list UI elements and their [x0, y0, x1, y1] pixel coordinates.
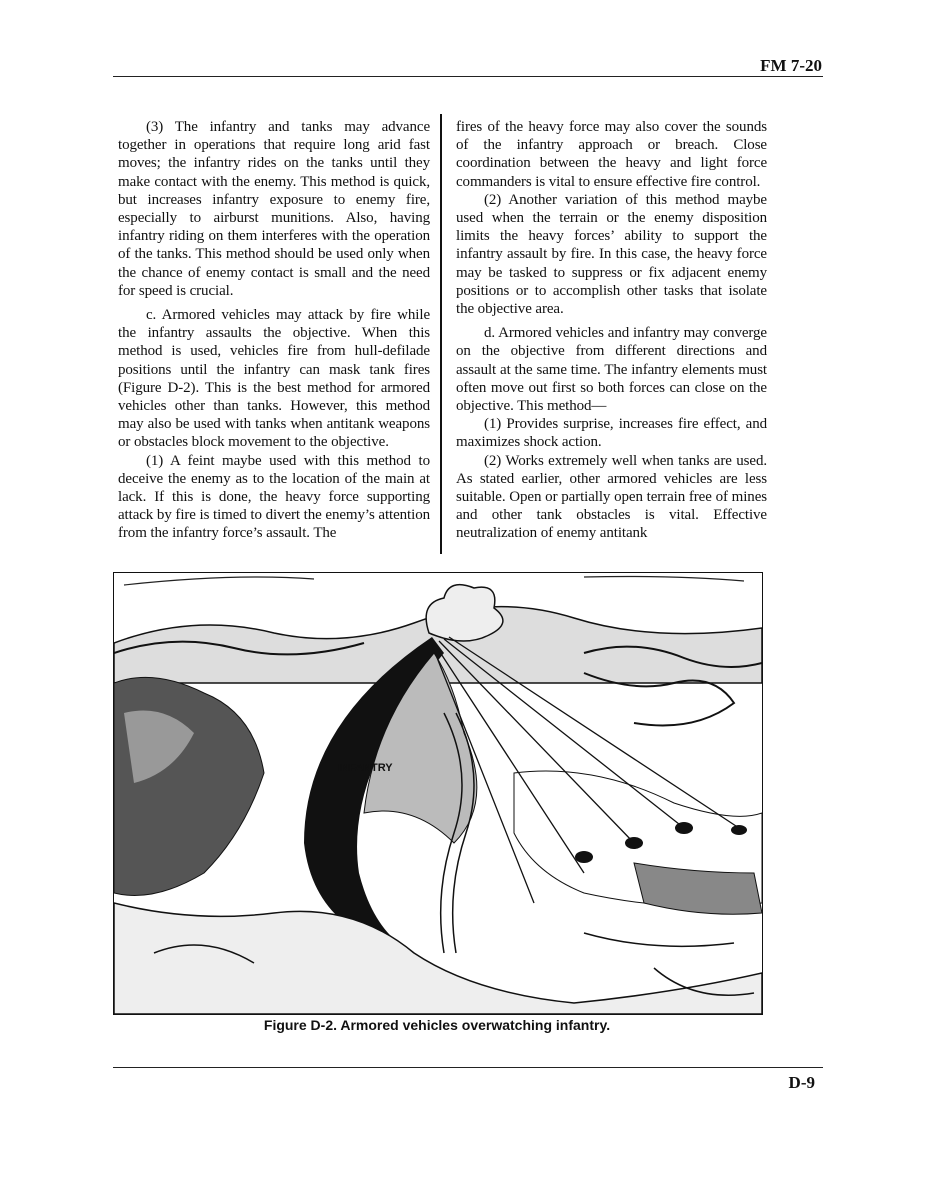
paragraph-2-variation: (2) Another variation of this method maybe used when the terrain or the enemy disposition limits the heavy forces’ ability to support the infantry assault by fire. In this case, the heavy force may be tasked to suppress or fix adjacent enemy positions or to accomplish other tasks that isolate the objective area.: [456, 191, 767, 318]
paragraph-c-attack-by-fire: c. Armored vehicles may attack by fire while the infantry assaults the objective. When this method is used, vehicles fire from hull-defilade positions until the infantry can mask tank fires (Figure D-2). This is the best method for armored vehicles other than tanks. However, this method may also be used with tanks when antitank weapons or obstacles block movement to the objective.: [118, 307, 430, 451]
figure-d2-illustration: [113, 572, 763, 1015]
terrain-illustration: [114, 573, 762, 1014]
right-column: [456, 118, 767, 543]
sky-strokes: [124, 577, 744, 586]
paragraph-d2-tanks: (2) Works extremely well when tanks are used. As stated earlier, other armored vehicles are less suitable. Open or partially open terrain free of mines and other tank obstacles is vital. Effective neutralization of enemy antitank: [456, 452, 767, 542]
paragraph-d1-surprise: (1) Provides surprise, increases fire effect, and maximizes shock action.: [456, 416, 767, 451]
explosion-cloud: [426, 585, 503, 641]
left-forest: [114, 677, 264, 895]
footer-rule: [113, 1067, 823, 1068]
document-header-label: FM 7-20: [760, 56, 822, 75]
figure-caption: Figure D-2. Armored vehicles overwatching infantry.: [263, 1017, 611, 1033]
page-number: D-9: [788, 1073, 815, 1092]
left-column: [118, 118, 430, 543]
armored-vehicles: [575, 822, 747, 863]
paragraph-1-feint: (1) A feint maybe used with this method to deceive the enemy as to the location of the main at lack. If this is done, the heavy force supporting attack by fire is timed to divert the enemy’s attention from the infantry force’s assault. The: [118, 452, 430, 542]
foreground-terrain: [114, 903, 762, 1014]
paragraph-d-converge: d. Armored vehicles and infantry may converge on the objective from different directions and assault at the same time. The infantry elements must often move out first so both forces can close on the objective. This method—: [456, 325, 767, 415]
infantry-label: INFANTRY: [338, 762, 393, 774]
column-divider: [440, 114, 442, 554]
paragraph-3-ride-on-tanks: (3) The infantry and tanks may advance together in operations that require long arid fast moves; the infantry rides on the tanks until they make contact with the enemy. This method is quick, but increases infantry exposure to enemy fire, especially to airburst munitions. Also, having infantry riding on them interferes with the operation of the tanks. This method should be used only when the chance of enemy contact is small and the need for speed is crucial.: [118, 119, 430, 299]
header-rule: [113, 76, 823, 77]
right-treeline: [634, 863, 762, 914]
paragraph-feint-continued: fires of the heavy force may also cover the sounds of the infantry approach or breach. Close coordination between the heavy and light force commanders is vital to ensure effective fire control.: [456, 119, 767, 190]
